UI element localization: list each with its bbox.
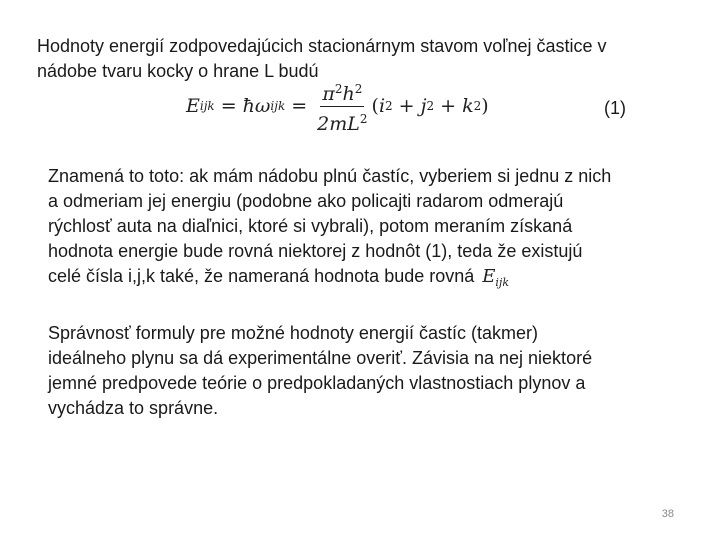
k-symbol: k — [462, 95, 474, 117]
exponent: 2 — [473, 99, 482, 113]
text-line-with-symbol — [48, 264, 708, 295]
intro-text — [37, 34, 687, 84]
paragraph-2 — [48, 321, 708, 421]
text-line: celé čísla i,j,k také, že nameraná hodnota bude rovná — [48, 266, 475, 286]
equation-number: (1) — [604, 98, 626, 118]
paren-open: ( — [371, 95, 379, 117]
paren-close: ) — [481, 95, 489, 117]
text-line: a odmeriam jej energiu (podobne ako policajti radarom odmerajú — [48, 191, 564, 211]
energy-symbol: E — [482, 266, 496, 287]
energy-subscript: ijk — [495, 276, 510, 289]
page-number: 38 — [661, 508, 674, 520]
omega-symbol: ω — [254, 95, 271, 117]
hbar-symbol: ħ — [242, 95, 255, 117]
energy-symbol: E — [186, 95, 200, 117]
denominator-text: 2mL — [317, 112, 360, 135]
energy-equation — [186, 78, 489, 134]
exponent: 2 — [426, 99, 435, 113]
fraction-denominator — [317, 107, 367, 135]
exponent: 2 — [385, 99, 393, 113]
exponent: 2 — [334, 81, 343, 96]
exponent: 2 — [359, 111, 368, 126]
text-line: vychádza to správne. — [48, 398, 219, 418]
plus-sign: + — [440, 95, 457, 117]
text-line: Správnosť formuly pre možné hodnoty energií častíc (takmer) — [48, 323, 538, 343]
text-line: jemné predpovede teórie o predpokladaných vlastnostiach plynov a — [48, 373, 586, 393]
text-line: Znamená to toto: ak mám nádobu plnú častíc, vyberiem si jednu z nich — [48, 166, 612, 186]
equals-sign: = — [291, 95, 308, 117]
paragraph-1 — [48, 164, 708, 295]
text-line: rýchlosť auta na diaľnici, ktoré si vybrali), potom meraním získaná — [48, 216, 573, 236]
i-symbol: i — [378, 95, 386, 117]
text-line: ideálneho plynu sa dá experimentálne overiť. Závisia na nej niektoré — [48, 348, 593, 368]
plus-sign: + — [398, 95, 415, 117]
energy-subscript: ijk — [199, 99, 215, 113]
text-line: Hodnoty energií zodpovedajúcich stacionárnym stavom voľnej častice v — [37, 36, 607, 56]
fraction-numerator — [320, 78, 364, 107]
pi-symbol: π — [322, 82, 335, 105]
fraction — [317, 78, 367, 135]
text-line: nádobe tvaru kocky o hrane L budú — [37, 61, 319, 81]
equals-sign: = — [220, 95, 237, 117]
exponent: 2 — [354, 81, 363, 96]
text-line: hodnota energie bude rovná niektorej z hodnôt (1), teda že existujú — [48, 241, 583, 261]
omega-subscript: ijk — [270, 99, 286, 113]
inline-energy-symbol — [482, 266, 509, 287]
j-symbol: j — [420, 95, 427, 117]
h-symbol: h — [342, 82, 355, 105]
